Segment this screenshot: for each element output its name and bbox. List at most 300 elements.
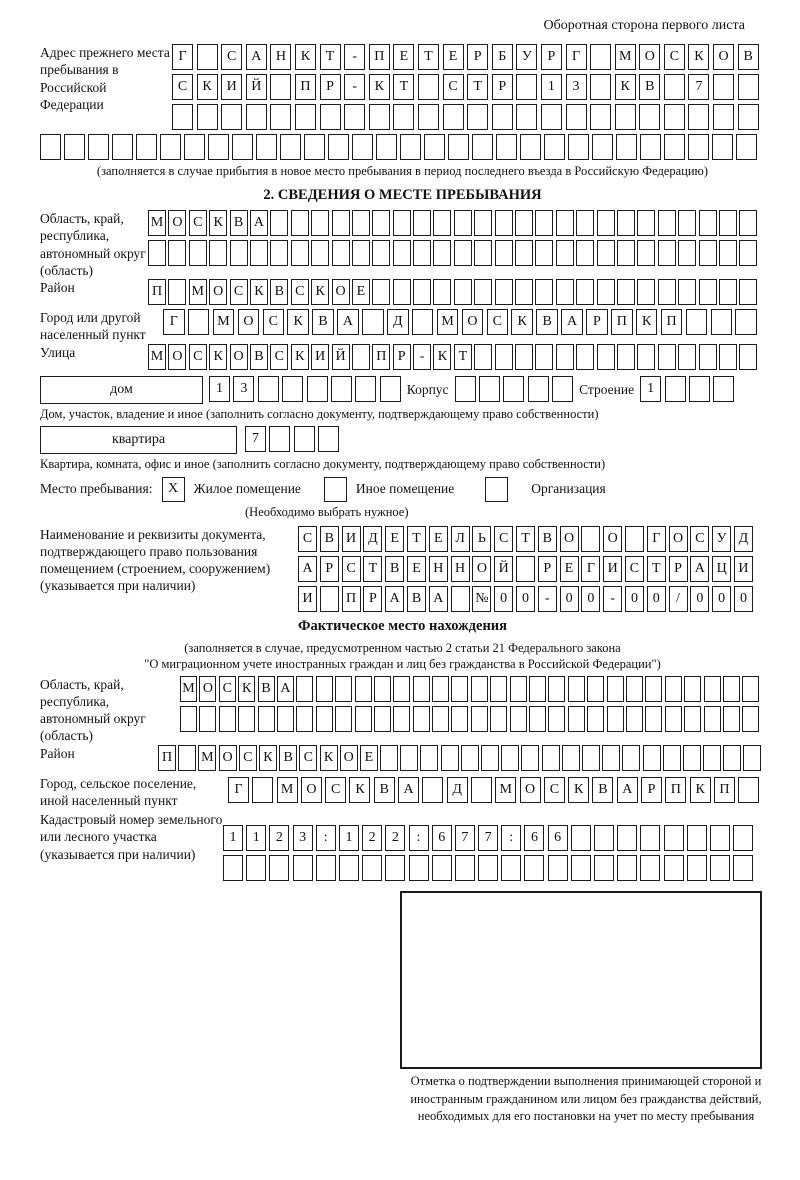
char-cell[interactable] [616,134,637,160]
char-cell[interactable]: О [472,556,491,582]
char-cell[interactable]: А [337,309,359,335]
char-cell[interactable] [566,104,587,130]
char-cell[interactable] [597,240,615,266]
char-cell[interactable] [112,134,133,160]
char-cell[interactable] [295,104,316,130]
char-cell[interactable] [736,134,757,160]
char-cell[interactable] [352,134,373,160]
char-cell[interactable]: М [180,676,197,702]
char-cell[interactable]: С [443,74,464,100]
char-cell[interactable]: О [560,526,579,552]
char-cell[interactable]: Г [566,44,587,70]
actual-region-row-2[interactable] [180,706,759,732]
char-cell[interactable] [496,134,517,160]
char-cell[interactable]: Е [352,279,370,305]
char-cell[interactable] [393,210,411,236]
char-cell[interactable] [571,855,591,881]
char-cell[interactable]: Т [454,344,472,370]
char-cell[interactable]: Е [393,44,414,70]
char-cell[interactable]: С [270,344,288,370]
char-cell[interactable]: А [246,44,267,70]
char-cell[interactable]: - [344,74,365,100]
char-cell[interactable] [380,376,401,402]
char-cell[interactable]: Г [228,777,249,803]
char-cell[interactable] [597,210,615,236]
char-cell[interactable]: В [258,676,275,702]
char-cell[interactable] [64,134,85,160]
char-cell[interactable] [743,745,761,771]
char-cell[interactable]: В [536,309,558,335]
char-cell[interactable]: П [372,344,390,370]
char-cell[interactable]: К [287,309,309,335]
char-cell[interactable] [571,825,591,851]
char-cell[interactable] [719,240,737,266]
char-cell[interactable] [678,210,696,236]
char-cell[interactable]: 3 [293,825,313,851]
char-cell[interactable] [615,104,636,130]
char-cell[interactable] [311,240,329,266]
char-cell[interactable] [230,240,248,266]
char-cell[interactable] [592,134,613,160]
char-cell[interactable] [515,344,533,370]
char-cell[interactable]: В [592,777,613,803]
char-cell[interactable]: У [516,44,537,70]
char-cell[interactable] [393,706,410,732]
char-cell[interactable] [552,376,573,402]
stay-type-checkbox-organization[interactable] [485,477,508,502]
char-cell[interactable]: / [669,586,688,612]
char-cell[interactable]: 0 [734,586,753,612]
char-cell[interactable] [738,777,759,803]
char-cell[interactable] [723,745,741,771]
char-cell[interactable]: 0 [516,586,535,612]
char-cell[interactable] [594,825,614,851]
char-cell[interactable] [474,210,492,236]
char-cell[interactable] [184,134,205,160]
char-cell[interactable]: В [639,74,660,100]
char-cell[interactable]: И [298,586,317,612]
char-cell[interactable] [556,210,574,236]
char-cell[interactable] [521,745,539,771]
stay-type-checkbox-residential[interactable]: X [162,477,185,502]
char-cell[interactable] [136,134,157,160]
char-cell[interactable] [455,855,475,881]
char-cell[interactable] [683,745,701,771]
char-cell[interactable]: И [603,556,622,582]
char-cell[interactable]: 7 [245,426,266,452]
actual-region-row-1[interactable] [180,676,759,702]
char-cell[interactable]: : [316,825,336,851]
char-cell[interactable]: В [312,309,334,335]
char-cell[interactable] [548,855,568,881]
char-cell[interactable] [640,134,661,160]
char-cell[interactable] [294,426,315,452]
char-cell[interactable] [664,134,685,160]
char-cell[interactable]: Л [451,526,470,552]
char-cell[interactable]: С [219,676,236,702]
char-cell[interactable]: А [250,210,268,236]
char-cell[interactable] [461,745,479,771]
document-row-3[interactable] [298,586,753,612]
char-cell[interactable] [738,74,759,100]
char-cell[interactable] [223,855,243,881]
char-cell[interactable]: К [295,44,316,70]
char-cell[interactable] [625,526,644,552]
char-cell[interactable] [699,279,717,305]
char-cell[interactable] [270,104,291,130]
document-row-1[interactable] [298,526,753,552]
char-cell[interactable] [316,706,333,732]
char-cell[interactable] [658,240,676,266]
char-cell[interactable] [454,279,472,305]
char-cell[interactable] [418,104,439,130]
char-cell[interactable] [413,240,431,266]
char-cell[interactable] [376,134,397,160]
char-cell[interactable] [710,855,730,881]
char-cell[interactable] [535,344,553,370]
char-cell[interactable]: В [407,586,426,612]
char-cell[interactable] [699,344,717,370]
char-cell[interactable]: А [385,586,404,612]
cadastral-row-2[interactable] [223,855,753,881]
char-cell[interactable]: С [494,526,513,552]
char-cell[interactable]: В [374,777,395,803]
apartment-box[interactable]: квартира [40,426,237,454]
char-cell[interactable] [581,526,600,552]
char-cell[interactable] [352,344,370,370]
char-cell[interactable] [501,855,521,881]
char-cell[interactable]: Р [492,74,513,100]
char-cell[interactable]: К [320,745,338,771]
char-cell[interactable]: 3 [233,376,254,402]
char-cell[interactable]: С [544,777,565,803]
char-cell[interactable]: А [298,556,317,582]
char-cell[interactable]: Т [320,44,341,70]
char-cell[interactable]: В [279,745,297,771]
char-cell[interactable]: Р [320,74,341,100]
char-cell[interactable] [474,279,492,305]
char-cell[interactable]: С [487,309,509,335]
char-cell[interactable] [712,134,733,160]
char-cell[interactable]: Т [467,74,488,100]
char-cell[interactable] [320,104,341,130]
char-cell[interactable] [699,210,717,236]
char-cell[interactable] [576,279,594,305]
actual-city-row[interactable] [228,777,759,803]
char-cell[interactable] [362,309,384,335]
char-cell[interactable]: Н [429,556,448,582]
char-cell[interactable]: С [325,777,346,803]
char-cell[interactable] [723,676,740,702]
char-cell[interactable]: : [501,825,521,851]
char-cell[interactable] [689,376,710,402]
char-cell[interactable]: Й [332,344,350,370]
char-cell[interactable] [617,210,635,236]
char-cell[interactable] [372,210,390,236]
char-cell[interactable] [178,745,196,771]
char-cell[interactable] [369,104,390,130]
char-cell[interactable]: Н [451,556,470,582]
char-cell[interactable]: Р [538,556,557,582]
char-cell[interactable] [640,855,660,881]
char-cell[interactable] [481,745,499,771]
char-cell[interactable] [291,210,309,236]
char-cell[interactable]: А [617,777,638,803]
char-cell[interactable]: 1 [223,825,243,851]
stroenie-cells[interactable] [640,376,734,402]
char-cell[interactable]: М [198,745,216,771]
char-cell[interactable] [495,210,513,236]
char-cell[interactable] [626,676,643,702]
char-cell[interactable] [535,279,553,305]
char-cell[interactable] [742,676,759,702]
char-cell[interactable] [703,745,721,771]
prev-address-row-1[interactable] [172,44,759,70]
char-cell[interactable] [639,104,660,130]
char-cell[interactable] [409,855,429,881]
char-cell[interactable] [617,825,637,851]
char-cell[interactable] [160,134,181,160]
char-cell[interactable] [687,855,707,881]
char-cell[interactable] [454,240,472,266]
char-cell[interactable]: К [568,777,589,803]
char-cell[interactable]: О [168,344,186,370]
char-cell[interactable]: 0 [494,586,513,612]
char-cell[interactable] [490,676,507,702]
char-cell[interactable] [432,706,449,732]
street-row[interactable] [148,344,757,370]
char-cell[interactable] [495,240,513,266]
char-cell[interactable] [418,74,439,100]
char-cell[interactable] [304,134,325,160]
char-cell[interactable] [626,706,643,732]
char-cell[interactable] [490,706,507,732]
char-cell[interactable] [335,706,352,732]
char-cell[interactable]: В [270,279,288,305]
char-cell[interactable] [352,210,370,236]
char-cell[interactable]: О [669,526,688,552]
char-cell[interactable] [168,279,186,305]
char-cell[interactable]: Е [407,556,426,582]
char-cell[interactable] [710,825,730,851]
char-cell[interactable] [590,44,611,70]
char-cell[interactable] [413,279,431,305]
char-cell[interactable] [344,104,365,130]
char-cell[interactable]: С [221,44,242,70]
char-cell[interactable]: Р [467,44,488,70]
char-cell[interactable] [355,706,372,732]
char-cell[interactable]: Т [407,526,426,552]
char-cell[interactable] [556,279,574,305]
char-cell[interactable] [684,676,701,702]
char-cell[interactable] [374,706,391,732]
char-cell[interactable]: П [611,309,633,335]
char-cell[interactable] [568,134,589,160]
char-cell[interactable] [393,279,411,305]
char-cell[interactable]: С [172,74,193,100]
char-cell[interactable] [296,676,313,702]
char-cell[interactable] [393,240,411,266]
char-cell[interactable]: М [495,777,516,803]
char-cell[interactable]: 7 [478,825,498,851]
char-cell[interactable] [739,210,757,236]
char-cell[interactable]: 1 [339,825,359,851]
char-cell[interactable]: О [219,745,237,771]
char-cell[interactable] [678,344,696,370]
char-cell[interactable] [412,309,434,335]
city-row[interactable] [163,309,757,335]
char-cell[interactable]: 7 [688,74,709,100]
char-cell[interactable] [723,706,740,732]
char-cell[interactable] [432,676,449,702]
char-cell[interactable]: В [230,210,248,236]
actual-district-row[interactable] [158,745,761,771]
char-cell[interactable]: С [189,210,207,236]
char-cell[interactable] [739,344,757,370]
district-row[interactable] [148,279,757,305]
char-cell[interactable]: Г [647,526,666,552]
char-cell[interactable]: 2 [362,825,382,851]
char-cell[interactable]: М [189,279,207,305]
char-cell[interactable] [380,745,398,771]
char-cell[interactable]: В [385,556,404,582]
char-cell[interactable]: И [342,526,361,552]
char-cell[interactable]: К [349,777,370,803]
char-cell[interactable]: К [238,676,255,702]
char-cell[interactable] [548,706,565,732]
char-cell[interactable] [474,240,492,266]
char-cell[interactable] [88,134,109,160]
char-cell[interactable] [320,586,339,612]
char-cell[interactable]: Т [393,74,414,100]
char-cell[interactable] [443,104,464,130]
char-cell[interactable] [699,240,717,266]
char-cell[interactable]: 1 [640,376,661,402]
char-cell[interactable]: И [221,74,242,100]
char-cell[interactable] [374,676,391,702]
char-cell[interactable]: С [263,309,285,335]
char-cell[interactable]: Т [647,556,666,582]
char-cell[interactable] [280,134,301,160]
char-cell[interactable]: К [259,745,277,771]
char-cell[interactable]: К [197,74,218,100]
char-cell[interactable] [622,745,640,771]
char-cell[interactable]: Р [586,309,608,335]
char-cell[interactable] [40,134,61,160]
char-cell[interactable]: 0 [647,586,666,612]
char-cell[interactable] [372,279,390,305]
char-cell[interactable]: С [189,344,207,370]
char-cell[interactable]: А [277,676,294,702]
char-cell[interactable]: Р [320,556,339,582]
char-cell[interactable] [208,134,229,160]
char-cell[interactable] [687,825,707,851]
char-cell[interactable]: С [690,526,709,552]
char-cell[interactable]: О [520,777,541,803]
char-cell[interactable]: П [158,745,176,771]
char-cell[interactable]: О [462,309,484,335]
char-cell[interactable] [617,279,635,305]
char-cell[interactable] [664,825,684,851]
char-cell[interactable] [665,376,686,402]
char-cell[interactable] [168,240,186,266]
char-cell[interactable] [209,240,227,266]
char-cell[interactable] [433,210,451,236]
char-cell[interactable]: Г [172,44,193,70]
char-cell[interactable] [451,706,468,732]
char-cell[interactable] [332,240,350,266]
char-cell[interactable]: № [472,586,491,612]
char-cell[interactable] [270,240,288,266]
char-cell[interactable] [542,745,560,771]
char-cell[interactable]: 3 [566,74,587,100]
char-cell[interactable] [738,104,759,130]
char-cell[interactable] [270,74,291,100]
char-cell[interactable] [590,104,611,130]
char-cell[interactable] [684,706,701,732]
char-cell[interactable] [664,74,685,100]
char-cell[interactable] [335,676,352,702]
char-cell[interactable] [238,706,255,732]
char-cell[interactable] [355,676,372,702]
char-cell[interactable] [704,706,721,732]
char-cell[interactable] [733,855,753,881]
char-cell[interactable] [617,344,635,370]
char-cell[interactable] [663,745,681,771]
char-cell[interactable] [188,309,210,335]
char-cell[interactable]: Й [246,74,267,100]
char-cell[interactable] [590,74,611,100]
char-cell[interactable]: И [311,344,329,370]
char-cell[interactable] [535,240,553,266]
char-cell[interactable] [678,240,696,266]
char-cell[interactable]: А [429,586,448,612]
char-cell[interactable] [258,376,279,402]
char-cell[interactable] [221,104,242,130]
house-number-cells[interactable] [209,376,401,402]
char-cell[interactable] [448,134,469,160]
char-cell[interactable]: П [661,309,683,335]
char-cell[interactable]: С [664,44,685,70]
char-cell[interactable] [495,279,513,305]
char-cell[interactable]: П [369,44,390,70]
char-cell[interactable]: 6 [548,825,568,851]
char-cell[interactable] [471,676,488,702]
char-cell[interactable]: Б [492,44,513,70]
char-cell[interactable] [474,344,492,370]
char-cell[interactable] [420,745,438,771]
char-cell[interactable] [479,376,500,402]
char-cell[interactable]: О [168,210,186,236]
char-cell[interactable] [617,240,635,266]
char-cell[interactable]: С [298,526,317,552]
char-cell[interactable] [332,210,350,236]
char-cell[interactable]: С [291,279,309,305]
char-cell[interactable] [400,745,418,771]
char-cell[interactable] [197,104,218,130]
region-row-1[interactable] [148,210,757,236]
char-cell[interactable] [515,240,533,266]
char-cell[interactable] [556,240,574,266]
char-cell[interactable] [587,706,604,732]
char-cell[interactable] [637,210,655,236]
char-cell[interactable] [713,376,734,402]
char-cell[interactable]: О [230,344,248,370]
char-cell[interactable]: 0 [712,586,731,612]
char-cell[interactable]: Р [363,586,382,612]
char-cell[interactable] [719,210,737,236]
char-cell[interactable]: А [561,309,583,335]
